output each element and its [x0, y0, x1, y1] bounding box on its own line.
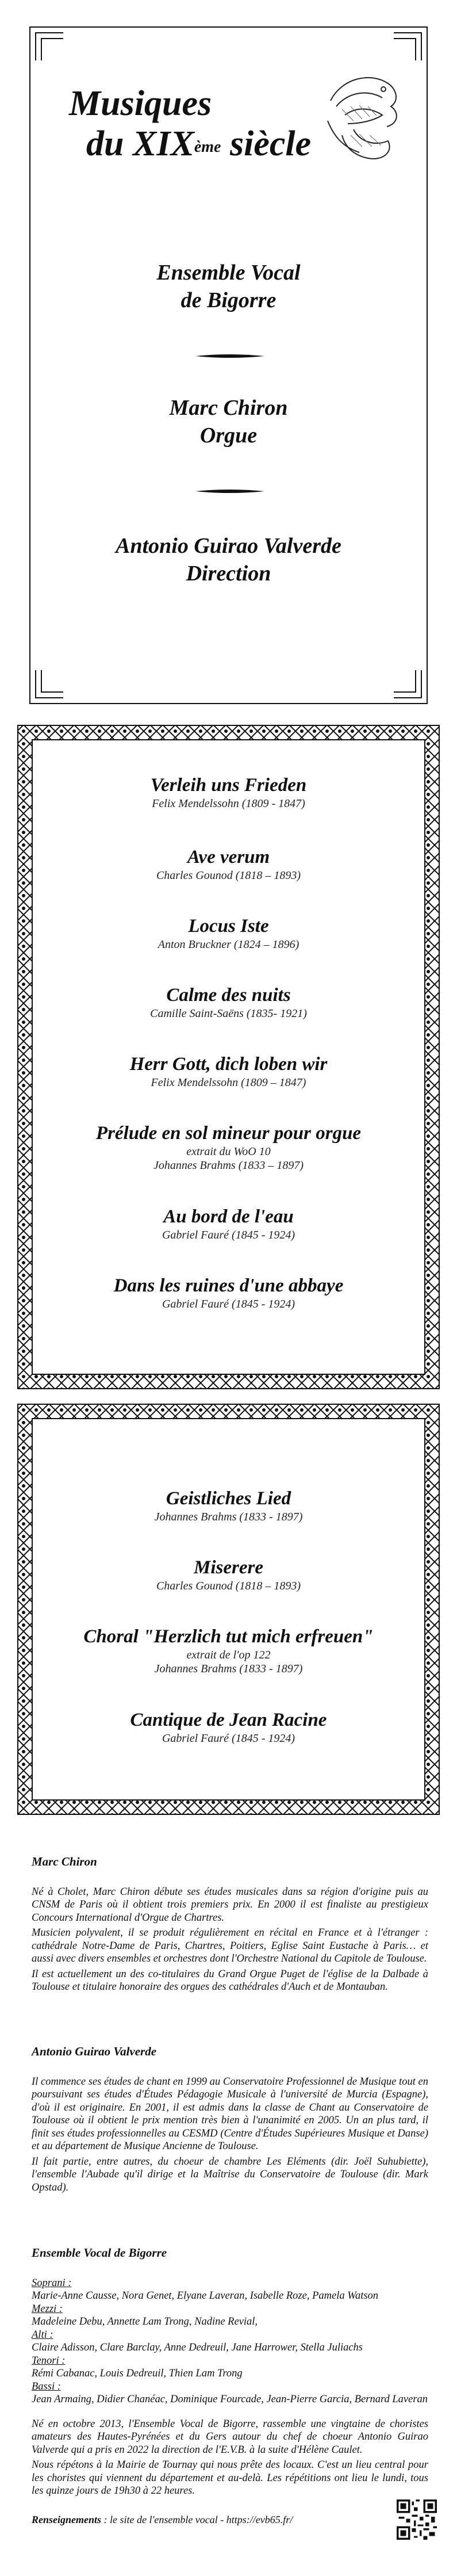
qr-code-icon: [397, 2499, 437, 2540]
program-panel-2: [17, 1404, 440, 1815]
cover-panel: [29, 26, 428, 705]
organist-heading: Marc Chiron Orgue: [169, 396, 288, 448]
program-item: Choral "Herzlich tut mich erfreuen" extrait de l'op 122 Johannes Brahms (1833 - 1897): [83, 1626, 374, 1675]
bio-marc-chiron: [32, 1855, 428, 1996]
cover-title-sup: ème: [194, 138, 221, 156]
voice-members: Rémi Cabanac, Louis Dedreuil, Thien Lam Trong: [32, 2368, 243, 2379]
bio-paragraph: Il est actuellement un des co-titulaires du Grand Orgue Puget de l'église de la Dalbade à Toulouse et titulaire honoraire des orgues des cathédrales d'Auch et de Montauban.: [32, 1968, 428, 1993]
footer-text: : le site de l'ensemble vocal - https://evb65.fr/: [101, 2514, 293, 2525]
bio-ensemble: [32, 2246, 428, 2500]
voice-label: Mezzi :: [32, 2303, 63, 2315]
program-item: Cantique de Jean Racine Gabriel Fauré (1845 - 1924): [130, 1710, 327, 1745]
program-item: Locus Iste Anton Bruckner (1824 – 1896): [158, 916, 299, 951]
program-panel-1: [17, 725, 440, 1389]
program-item: Geistliches Lied Johannes Brahms (1833 - 1897): [154, 1488, 303, 1523]
bio-paragraph: Musicien polyvalent, il se produit régulièrement en récital en France et à l'étranger : cathédrale Notre-Dame de Paris, Chartres, Poitiers, Eglise Saint Eustache à Paris… et aussi avec divers ensembles et orchestres dont l'Orchestre National du Capitole de Toulouse.: [32, 1927, 428, 1965]
program-item: Dans les ruines d'une abbaye Gabriel Fauré (1845 - 1924): [113, 1275, 344, 1310]
ornamental-border: [17, 1404, 440, 1815]
program-item: Prélude en sol mineur pour orgue extrait du WoO 10 Johannes Brahms (1833 – 1897): [95, 1123, 362, 1172]
voice-label: Alti :: [32, 2329, 53, 2341]
voice-members: Jean Armaing, Didier Chanéac, Dominique Fourcade, Jean-Pierre Garcia, Bernard Laveran: [32, 2394, 428, 2405]
footer-label: Renseignements: [32, 2514, 102, 2525]
program-item: Miserere Charles Gounod (1818 – 1893): [156, 1557, 301, 1592]
bio-paragraph: Nous répétons à la Mairie de Tournay qui nous prête des locaux. C'est un lieu central pour les choristes qui viennent du département et au-delà. Les répétitions ont lieu le lundi, tous les quinze jours de 19h30 à 22 heures.: [32, 2459, 428, 2497]
voice-members: Madeleine Debu, Annette Lam Trong, Nadine Revial,: [32, 2316, 258, 2327]
dragon-engraving-icon: [319, 66, 405, 164]
program-item: Herr Gott, dich loben wir Felix Mendelssohn (1809 – 1847): [129, 1054, 328, 1089]
separator-rule: [195, 489, 264, 494]
cover-title-line2: du XIX: [86, 124, 194, 163]
footer-info: [32, 2514, 293, 2526]
bio-paragraph: Né à Cholet, Marc Chiron débute ses études musicales dans sa région d'origine puis au CNSM de Paris où il obtient trois premiers prix. En 2000 il est finaliste au prestigieux Concours International d'Orgue de Chartres.: [32, 1886, 428, 1924]
bio-heading: Marc Chiron: [32, 1855, 97, 1868]
bio-paragraph: Né en octobre 2013, l'Ensemble Vocal de Bigorre, rassemble une vingtaine de choristes amateurs des Hautes-Pyrénées et du Gers autour du chef de choeur Antonio Guirao Valverde qui a pris en 2022 la direction de l'E.V.B. à la suite d'Hélène Caulet.: [32, 2418, 428, 2456]
program-item: Verleih uns Frieden Felix Mendelssohn (1809 - 1847): [150, 775, 307, 810]
voice-label: Soprani :: [32, 2277, 72, 2289]
voice-members: Marie-Anne Causse, Nora Genet, Elyane Laveran, Isabelle Roze, Pamela Watson: [32, 2290, 379, 2302]
program-item: Ave verum Charles Gounod (1818 – 1893): [156, 847, 301, 882]
bio-heading: Antonio Guirao Valverde: [32, 2044, 157, 2058]
program-item: Au bord de l'eau Gabriel Fauré (1845 - 1924): [162, 1206, 295, 1241]
cover-title-line1: Musiques: [69, 84, 212, 123]
bio-paragraph: Il fait partie, entre autres, du choeur de chambre Les Eléments (dir. Joël Suhubiette), l'ensemble l'Aubade qu'il dirige et la Maîtrise du Conservatoire de Toulouse (dir. Mark Opstad).: [32, 2155, 428, 2193]
voice-label: Tenori :: [32, 2355, 66, 2367]
bio-antonio-guirao: [32, 2045, 428, 2196]
voice-members: Claire Adisson, Clare Barclay, Anne Dedreuil, Jane Harrower, Stella Juliachs: [32, 2342, 363, 2353]
voice-label: Bassi :: [32, 2380, 61, 2392]
cover-title: Musiques du XIXème siècle: [69, 84, 312, 163]
separator-rule: [195, 354, 264, 358]
program-item: Calme des nuits Camille Saint-Saëns (1835- 1921): [150, 985, 307, 1020]
ensemble-heading: Ensemble Vocal de Bigorre: [156, 261, 301, 312]
bio-paragraph: Il commence ses études de chant en 1999 au Conservatoire Professionnel de Musique tout en poursuivant ses études d'Études Pédagogie Musicale à l'université de Murcia (Espagne), d'où il est originaire. En 2001, il est admis dans la classe de Chant au Conservatoire de Toulouse où il obtient le prix mention très bien à l'unanimité en 2005. Un an plus tard, il finit ses études professionnelles au CESMD (Centre d'Études Supérieures Musique et Danse) et au département de Musique Ancienne de Toulouse.: [32, 2076, 428, 2152]
director-heading: Antonio Guirao Valverde Direction: [116, 534, 341, 586]
bio-heading: Ensemble Vocal de Bigorre: [32, 2246, 167, 2260]
